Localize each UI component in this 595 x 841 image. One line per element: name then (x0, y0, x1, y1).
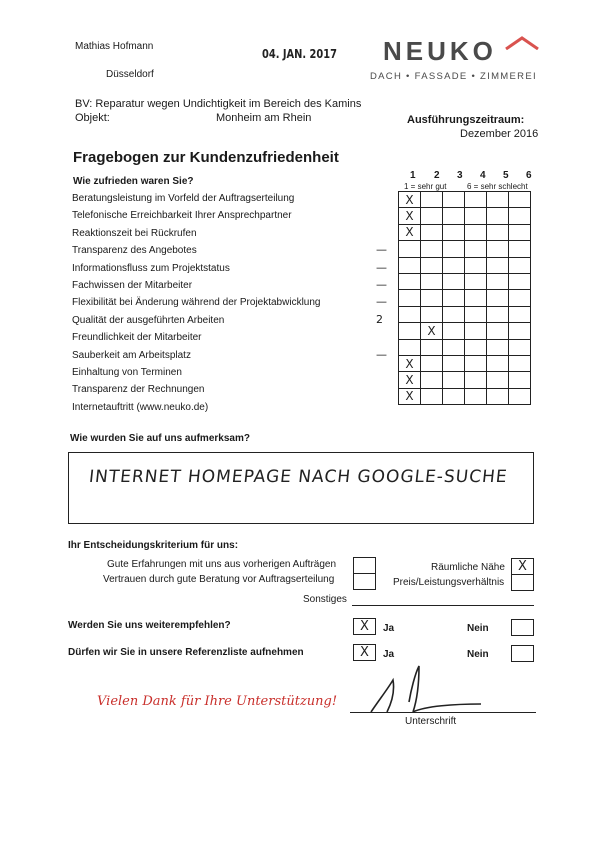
rating-cell[interactable] (487, 208, 509, 224)
criteria-right-1-checkbox[interactable]: X (511, 558, 534, 575)
rating-row (399, 372, 531, 388)
rating-cell[interactable] (509, 257, 531, 273)
customer-name: Mathias Hofmann (75, 41, 154, 52)
rating-cell[interactable] (421, 241, 443, 257)
logo-roof-icon (505, 36, 539, 50)
rating-cell[interactable] (487, 355, 509, 371)
bv-value: Reparatur wegen Undichtigkeit im Bereich des Kamins (95, 98, 362, 110)
rating-cell[interactable] (509, 355, 531, 371)
rating-grid (398, 191, 531, 405)
reference-question: Dürfen wir Sie in unsere Referenzliste aufnehmen (68, 647, 304, 658)
logo-tagline: DACH • FASSADE • ZIMMEREI (370, 71, 537, 82)
rating-cell[interactable] (443, 208, 465, 224)
scale-number: 3 (457, 170, 463, 181)
rating-row (399, 241, 531, 257)
rating-cell[interactable] (487, 290, 509, 306)
recommend-no-label: Nein (467, 623, 489, 634)
rating-row (399, 257, 531, 273)
objekt-value: Monheim am Rhein (216, 112, 312, 124)
rating-cell[interactable] (421, 257, 443, 273)
rating-row (399, 273, 531, 289)
rating-cell[interactable] (487, 339, 509, 355)
question-label: Telefonische Erreichbarkeit Ihrer Ansprechpartner (72, 210, 292, 222)
rating-cell[interactable] (465, 241, 487, 257)
criteria-right-2-checkbox[interactable] (511, 574, 534, 591)
rating-cell[interactable] (443, 290, 465, 306)
question-label: Einhaltung von Terminen (72, 367, 182, 378)
rating-cell[interactable]: X (399, 224, 421, 240)
objekt-label: Objekt: (75, 112, 110, 124)
rating-cell[interactable] (443, 339, 465, 355)
criteria-title: Ihr Entscheidungskriterium für uns: (68, 540, 239, 551)
rating-cell[interactable] (487, 257, 509, 273)
scale-number: 5 (503, 170, 509, 181)
rating-cell[interactable] (509, 306, 531, 322)
rating-cell[interactable] (421, 208, 443, 224)
rating-cell[interactable] (421, 355, 443, 371)
rating-cell[interactable] (399, 323, 421, 339)
margin-note: — (376, 278, 387, 291)
reference-no-checkbox[interactable] (511, 645, 534, 662)
margin-note: 2 (376, 312, 383, 326)
signature-line[interactable] (350, 712, 536, 713)
criteria-left-2-checkbox[interactable] (353, 573, 376, 590)
reference-yes-label: Ja (383, 649, 395, 660)
rating-cell[interactable] (465, 290, 487, 306)
rating-cell[interactable] (443, 241, 465, 257)
period-label: Ausführungszeitraum: (407, 114, 525, 126)
margin-note: — (376, 260, 387, 274)
rating-cell[interactable] (421, 372, 443, 388)
rating-cell[interactable] (465, 339, 487, 355)
logo-text: NEUKO (383, 36, 497, 66)
bv-line (75, 98, 361, 110)
rating-cell[interactable] (421, 339, 443, 355)
rating-cell[interactable] (487, 372, 509, 388)
rating-cell[interactable] (443, 192, 465, 208)
rating-cell[interactable] (487, 388, 509, 404)
rating-cell[interactable] (509, 323, 531, 339)
rating-cell[interactable] (509, 192, 531, 208)
rating-cell[interactable] (421, 388, 443, 404)
rating-cell[interactable] (421, 224, 443, 240)
rating-cell[interactable]: X (399, 355, 421, 371)
rating-cell[interactable] (509, 388, 531, 404)
criteria-right-1-label: Räumliche Nähe (431, 562, 505, 573)
other-label: Sonstiges (303, 594, 347, 605)
question-label: Transparenz der Rechnungen (72, 384, 205, 396)
question-label: Transparenz des Angebotes (72, 245, 197, 257)
rating-cell[interactable]: X (399, 372, 421, 388)
rating-row (399, 355, 531, 371)
recommend-yes-label: Ja (383, 623, 395, 634)
scale-number: 2 (434, 170, 440, 181)
rating-cell[interactable] (443, 306, 465, 322)
rating-row (399, 306, 531, 322)
question-label: Sauberkeit am Arbeitsplatz (72, 349, 191, 361)
rating-cell[interactable] (399, 241, 421, 257)
reference-yes-checkbox[interactable]: X (353, 644, 376, 661)
attention-question: Wie wurden Sie auf uns aufmerksam? (70, 433, 250, 444)
survey-title: Fragebogen zur Kundenzufriedenheit (73, 149, 339, 166)
signature-label: Unterschrift (405, 716, 457, 727)
rating-cell[interactable] (487, 192, 509, 208)
rating-cell[interactable] (487, 306, 509, 322)
rating-cell[interactable] (509, 273, 531, 289)
rating-cell[interactable] (443, 355, 465, 371)
scale-legend-bad: 6 = sehr schlecht (467, 182, 528, 191)
rating-row (399, 323, 531, 339)
question-label: Flexibilität bei Änderung während der Projektabwicklung (72, 297, 321, 309)
rating-cell[interactable] (465, 355, 487, 371)
rating-cell[interactable] (399, 257, 421, 273)
period-value: Dezember 2016 (460, 128, 539, 140)
survey-question: Wie zufrieden waren Sie? (73, 176, 194, 187)
rating-cell[interactable] (465, 224, 487, 240)
rating-cell[interactable]: X (399, 208, 421, 224)
date-stamp: 04. JAN. 2017 (262, 47, 337, 61)
recommend-question: Werden Sie uns weiterempfehlen? (68, 620, 231, 631)
question-label: Internetauftritt (www.neuko.de) (72, 401, 209, 413)
margin-note: — (376, 347, 387, 361)
rating-cell[interactable] (465, 306, 487, 322)
question-label: Reaktionszeit bei Rückrufen (72, 227, 197, 239)
rating-row (399, 290, 531, 306)
rating-cell[interactable] (421, 192, 443, 208)
rating-cell[interactable] (443, 372, 465, 388)
rating-cell[interactable] (399, 273, 421, 289)
rating-cell[interactable] (443, 224, 465, 240)
rating-cell[interactable] (509, 224, 531, 240)
rating-cell[interactable] (399, 339, 421, 355)
question-label: Informationsfluss zum Projektstatus (72, 262, 230, 274)
reference-no-label: Nein (467, 649, 489, 660)
rating-cell[interactable] (509, 241, 531, 257)
rating-cell[interactable] (399, 290, 421, 306)
thanks-text: Vielen Dank für Ihre Unterstützung! (97, 694, 338, 709)
rating-cell[interactable] (443, 257, 465, 273)
question-label: Fachwissen der Mitarbeiter (72, 280, 193, 291)
rating-cell[interactable] (465, 388, 487, 404)
rating-cell[interactable] (509, 208, 531, 224)
rating-cell[interactable] (399, 306, 421, 322)
rating-cell[interactable]: X (399, 388, 421, 404)
rating-cell[interactable] (465, 208, 487, 224)
rating-cell[interactable] (487, 273, 509, 289)
rating-row (399, 224, 531, 240)
scale-legend-good: 1 = sehr gut (404, 182, 447, 191)
criteria-left-1-label: Gute Erfahrungen mit uns aus vorherigen Aufträgen (107, 559, 337, 570)
rating-cell[interactable] (465, 273, 487, 289)
rating-cell[interactable] (509, 339, 531, 355)
rating-row (399, 192, 531, 208)
criteria-left-2-label: Vertrauen durch gute Beratung vor Auftragserteilung (103, 574, 335, 585)
rating-cell[interactable] (465, 323, 487, 339)
customer-city: Düsseldorf (106, 69, 154, 80)
rating-cell[interactable] (421, 306, 443, 322)
rating-cell[interactable] (465, 372, 487, 388)
question-label: Freundlichkeit der Mitarbeiter (72, 332, 202, 344)
rating-row (399, 339, 531, 355)
rating-cell[interactable] (421, 273, 443, 289)
rating-cell[interactable] (509, 290, 531, 306)
question-label: Beratungsleistung im Vorfeld der Auftragserteilung (72, 193, 295, 204)
recommend-yes-checkbox[interactable]: X (353, 618, 376, 635)
rating-row (399, 208, 531, 224)
signature-image (365, 660, 485, 720)
rating-cell[interactable]: X (399, 192, 421, 208)
criteria-left-1-checkbox[interactable] (353, 557, 376, 574)
rating-cell[interactable] (487, 323, 509, 339)
rating-cell[interactable] (487, 224, 509, 240)
rating-cell[interactable] (465, 257, 487, 273)
scale-number: 4 (480, 170, 486, 181)
margin-note: — (376, 243, 387, 257)
margin-note: — (376, 295, 387, 309)
rating-cell[interactable]: X (421, 323, 443, 339)
rating-cell[interactable] (487, 241, 509, 257)
rating-cell[interactable] (465, 192, 487, 208)
rating-cell[interactable] (443, 273, 465, 289)
attention-answer: INTERNET HOMEPAGE NACH GOOGLE-SUCHE (87, 467, 509, 487)
rating-row (399, 388, 531, 404)
other-input-line[interactable] (352, 605, 534, 606)
scale-number: 6 (526, 170, 532, 181)
rating-cell[interactable] (509, 372, 531, 388)
bv-label: BV: (75, 98, 93, 110)
scale-number: 1 (410, 170, 416, 181)
criteria-right-2-label: Preis/Leistungsverhältnis (393, 577, 505, 588)
rating-cell[interactable] (421, 290, 443, 306)
recommend-no-checkbox[interactable] (511, 619, 534, 636)
rating-cell[interactable] (443, 388, 465, 404)
attention-answer-box[interactable] (68, 452, 534, 524)
question-label: Qualität der ausgeführten Arbeiten (72, 314, 225, 326)
rating-cell[interactable] (443, 323, 465, 339)
